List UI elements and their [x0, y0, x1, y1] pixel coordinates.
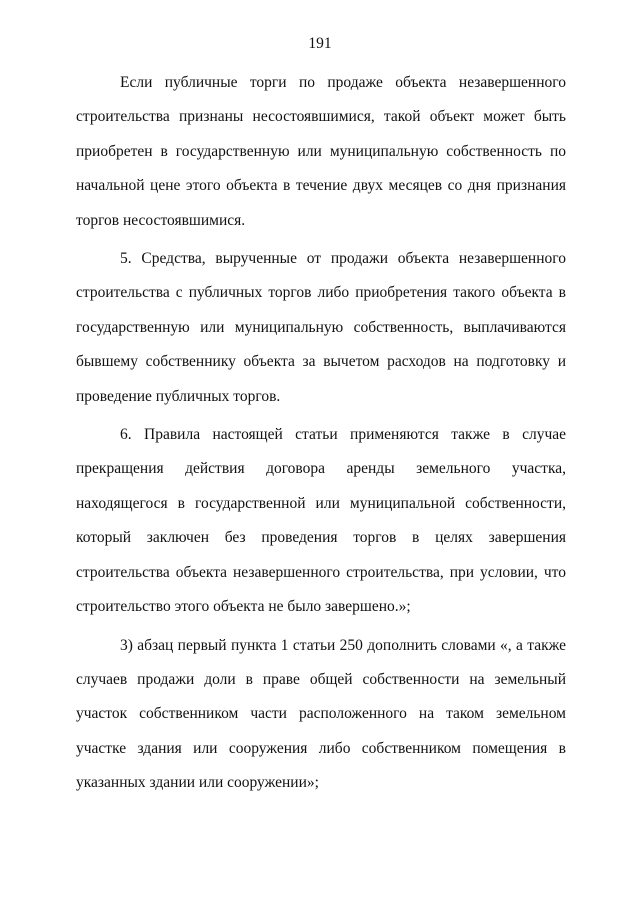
document-body [76, 66, 566, 801]
paragraph-unsold-object: Если публичные торги по продаже объекта незавершенного строительства признаны несостоявшимися, такой объект может быть приобретен в государственную или муниципальную собственность по начальной цене этого объекта в течение двух месяцев со дня признания торгов несостоявшимися. [76, 74, 566, 229]
page-number: 191 [308, 35, 332, 52]
paragraph-amendment-3: 3) абзац первый пункта 1 статьи 250 дополнить словами «, а также случаев продажи доли в праве общей собственности на земельный участок собственником части расположенного на таком земельном участке здания или сооружения либо собственником помещения в указанных здании или сооружении»; [76, 636, 566, 792]
paragraph-item-5: 5. Средства, вырученные от продажи объекта незавершенного строительства с публичных торгов либо приобретения такого объекта в государственную или муниципальную собственность, выплачиваются бывшему собственнику объекта за вычетом расходов на подготовку и проведение публичных торгов. [76, 250, 566, 405]
paragraph-item-6: 6. Правила настоящей статьи применяются также в случае прекращения действия договора аренды земельного участка, находящегося в государственной или муниципальной собственности, который заключен без проведения торгов в целях завершения строительства объекта незавершенного строительства, при условии, что строительство этого объекта не было завершено.»; [76, 426, 566, 616]
